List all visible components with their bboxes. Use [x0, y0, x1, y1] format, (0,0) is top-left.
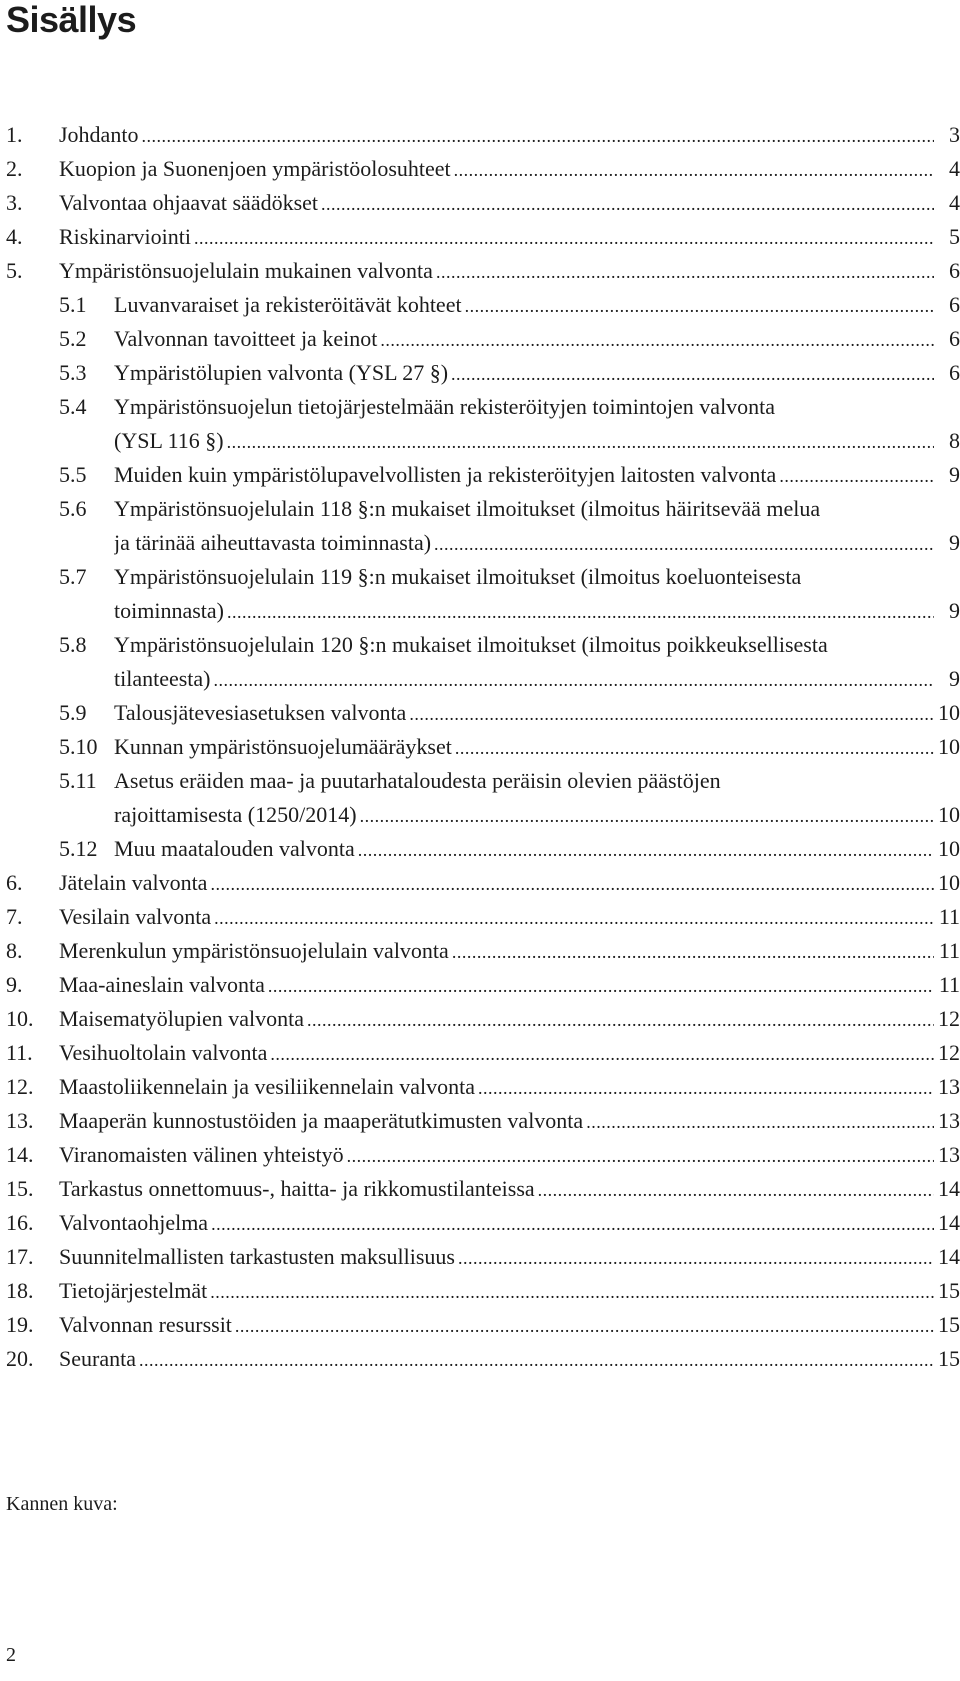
toc-entry-number: 5.6 [59, 496, 87, 521]
page-number: 2 [6, 1644, 16, 1666]
toc-entry[interactable] [6, 458, 960, 492]
toc-entry[interactable] [6, 968, 960, 1002]
toc-entry[interactable] [6, 1104, 960, 1138]
toc-entry-number: 4. [6, 224, 23, 249]
toc-entry-title: Valvontaa ohjaavat säädökset [59, 190, 319, 215]
toc-entry-body [59, 1138, 960, 1172]
toc-entry-body [59, 1206, 960, 1240]
toc-entry-title: Maastoliikennelain ja vesiliikennelain valvonta [59, 1074, 476, 1099]
toc-entry[interactable] [6, 1342, 960, 1376]
toc-entry-number: 20. [6, 1346, 34, 1371]
toc-entry-title: Muiden kuin ympäristölupavelvollisten ja rekisteröityjen laitosten valvonta [114, 462, 777, 487]
toc-entry-title: Ympäristönsuojelulain 119 §:n mukaiset ilmoitukset (ilmoitus koeluonteisesta [114, 564, 802, 589]
toc-entry-page: 10 [938, 870, 960, 895]
toc-entry[interactable] [6, 1240, 960, 1274]
toc-entry-number: 6. [6, 870, 23, 895]
toc-entry-line [114, 356, 960, 390]
toc-entry-title: Luvanvaraiset ja rekisteröitävät kohteet [114, 292, 462, 317]
toc-entry[interactable] [6, 492, 960, 560]
toc-entry-line [59, 152, 960, 186]
toc-entry-page: 13 [938, 1142, 960, 1167]
toc-entry-number: 1. [6, 122, 23, 147]
toc-entry-line [59, 1240, 960, 1274]
toc-entry[interactable] [6, 1206, 960, 1240]
toc-entry-line [114, 526, 960, 560]
toc-entry-number: 5.12 [59, 836, 98, 861]
dot-leader [194, 221, 934, 254]
toc-entry-body [59, 900, 960, 934]
dot-leader [347, 1139, 934, 1172]
dot-leader [455, 731, 934, 764]
toc-entry-page: 9 [949, 462, 960, 487]
toc-entry-title: (YSL 116 §) [114, 428, 224, 453]
toc-entry[interactable] [6, 1070, 960, 1104]
toc-entry-body [59, 1308, 960, 1342]
toc-entry-title: Vesihuoltolain valvonta [59, 1040, 268, 1065]
toc-entry-page: 15 [938, 1278, 960, 1303]
toc-entry-page: 13 [938, 1108, 960, 1133]
toc-entry-number: 18. [6, 1278, 34, 1303]
toc-entry[interactable] [6, 628, 960, 696]
toc-entry-line [59, 254, 960, 288]
dot-leader [452, 935, 934, 968]
toc-entry-body [59, 220, 960, 254]
toc-entry[interactable] [6, 254, 960, 288]
toc-entry-title: rajoittamisesta (1250/2014) [114, 802, 357, 827]
toc-entry-page: 12 [938, 1040, 960, 1065]
toc-entry[interactable] [6, 356, 960, 390]
toc-entry-line [114, 560, 960, 594]
toc-entry[interactable] [6, 900, 960, 934]
dot-leader [358, 833, 934, 866]
toc-entry-body [59, 152, 960, 186]
toc-entry-page: 14 [938, 1244, 960, 1269]
toc-entry-title: Ympäristölupien valvonta (YSL 27 §) [114, 360, 449, 385]
toc-entry-line [114, 628, 960, 662]
toc-entry-line [114, 492, 960, 526]
dot-leader [454, 153, 934, 186]
dot-leader [139, 1343, 934, 1376]
toc-entry-body [114, 322, 960, 356]
toc-entry-number: 9. [6, 972, 23, 997]
toc-entry-title: Ympäristönsuojelulain mukainen valvonta [59, 258, 433, 283]
toc-entry-line [114, 696, 960, 730]
toc-entry-page: 8 [949, 428, 960, 453]
toc-entry-number: 11. [6, 1040, 33, 1065]
toc-entry-line [59, 1274, 960, 1308]
toc-entry-number: 15. [6, 1176, 34, 1201]
dot-leader [141, 119, 934, 152]
toc-entry-number: 5.9 [59, 700, 87, 725]
toc-entry-number: 5.8 [59, 632, 87, 657]
toc-entry-title: Maaperän kunnostustöiden ja maaperätutkimusten valvonta [59, 1108, 584, 1133]
toc-entry-title: Maa-aineslain valvonta [59, 972, 265, 997]
dot-leader [270, 1037, 934, 1070]
dot-leader [478, 1071, 934, 1104]
toc-entry-body [114, 492, 960, 560]
toc-entry-page: 15 [938, 1346, 960, 1371]
toc-entry-body [59, 186, 960, 220]
toc-entry-body [114, 560, 960, 628]
toc-entry-title: Seuranta [59, 1346, 136, 1371]
dot-leader [210, 867, 934, 900]
toc-entry[interactable] [6, 186, 960, 220]
toc-entry-title: Riskinarviointi [59, 224, 191, 249]
toc-entry-body [59, 254, 960, 288]
toc-entry[interactable] [6, 730, 960, 764]
dot-leader [586, 1105, 934, 1138]
toc-entry-line [59, 118, 960, 152]
dot-leader [268, 969, 934, 1002]
toc-entry[interactable] [6, 152, 960, 186]
toc-entry[interactable] [6, 1172, 960, 1206]
toc-entry-page: 9 [949, 530, 960, 555]
toc-entry-body [114, 730, 960, 764]
toc-entry-line [59, 1104, 960, 1138]
toc-entry-page: 13 [938, 1074, 960, 1099]
toc-entry-body [59, 1036, 960, 1070]
toc-entry-line [59, 1002, 960, 1036]
toc-entry-page: 11 [938, 972, 960, 997]
toc-entry-line [59, 186, 960, 220]
toc-entry-page: 10 [938, 700, 960, 725]
toc-entry-page: 6 [949, 360, 960, 385]
toc-entry-body [59, 968, 960, 1002]
toc-entry-title: Jätelain valvonta [59, 870, 208, 895]
toc-entry-number: 13. [6, 1108, 34, 1133]
toc-entry-number: 14. [6, 1142, 34, 1167]
dot-leader [409, 697, 934, 730]
toc-entry-body [59, 1274, 960, 1308]
toc-entry-number: 2. [6, 156, 23, 181]
dot-leader [779, 459, 934, 492]
toc-entry[interactable] [6, 322, 960, 356]
toc-entry-page: 6 [949, 258, 960, 283]
toc-entry-number: 12. [6, 1074, 34, 1099]
toc-entry-title: Ympäristönsuojelun tietojärjestelmään rekisteröityjen toimintojen valvonta [114, 394, 776, 419]
toc-entry-body [114, 356, 960, 390]
toc-entry-number: 17. [6, 1244, 34, 1269]
dot-leader [436, 255, 934, 288]
toc-entry-line [59, 1308, 960, 1342]
toc-entry-page: 4 [949, 190, 960, 215]
toc-entry-page: 9 [949, 598, 960, 623]
toc-entry-title: Ympäristönsuojelulain 118 §:n mukaiset ilmoitukset (ilmoitus häiritsevää melua [114, 496, 821, 521]
toc-entry-title: Ympäristönsuojelulain 120 §:n mukaiset ilmoitukset (ilmoitus poikkeuksellisesta [114, 632, 828, 657]
toc-entry-page: 10 [938, 734, 960, 759]
toc-entry-number: 7. [6, 904, 23, 929]
toc-entry-line [59, 968, 960, 1002]
toc-entry[interactable] [6, 288, 960, 322]
toc-entry[interactable] [6, 1274, 960, 1308]
toc-entry-number: 3. [6, 190, 23, 215]
dot-leader [227, 595, 934, 628]
toc-entry[interactable] [6, 934, 960, 968]
toc-entry-line [59, 1070, 960, 1104]
dot-leader [321, 187, 934, 220]
toc-entry[interactable] [6, 866, 960, 900]
toc-entry-line [59, 1206, 960, 1240]
toc-entry-number: 16. [6, 1210, 34, 1235]
toc-entry-number: 5.5 [59, 462, 87, 487]
toc-entry-title: Vesilain valvonta [59, 904, 212, 929]
dot-leader [434, 527, 934, 560]
toc-entry-number: 5.2 [59, 326, 87, 351]
toc-entry-line [114, 458, 960, 492]
dot-leader [307, 1003, 934, 1036]
toc-entry-line [114, 832, 960, 866]
toc-entry-title: Kunnan ympäristönsuojelumääräykset [114, 734, 452, 759]
toc-entry-line [114, 288, 960, 322]
dot-leader [214, 663, 934, 696]
toc-entry-line [59, 1138, 960, 1172]
toc-entry-title: Kuopion ja Suonenjoen ympäristöolosuhteet [59, 156, 451, 181]
toc-entry-body [114, 390, 960, 458]
toc-entry-line [114, 764, 960, 798]
toc-entry-page: 6 [949, 292, 960, 317]
dot-leader [235, 1309, 934, 1342]
toc-entry-body [59, 1070, 960, 1104]
toc-entry-body [114, 764, 960, 832]
toc-entry[interactable] [6, 1036, 960, 1070]
toc-entry-title: Suunnitelmallisten tarkastusten maksullisuus [59, 1244, 455, 1269]
toc-entry-title: Tietojärjestelmät [59, 1278, 208, 1303]
toc-entry[interactable] [6, 764, 960, 832]
toc-entry-number: 5.7 [59, 564, 87, 589]
toc-entry-page: 11 [938, 904, 960, 929]
dot-leader [211, 1207, 934, 1240]
toc-entry-title: tilanteesta) [114, 666, 211, 691]
toc-entry[interactable] [6, 696, 960, 730]
table-of-contents [6, 118, 960, 1376]
toc-entry-line [114, 662, 960, 696]
dot-leader [210, 1275, 934, 1308]
toc-entry-number: 8. [6, 938, 23, 963]
toc-entry-line [59, 220, 960, 254]
toc-entry-title: Valvonnan tavoitteet ja keinot [114, 326, 378, 351]
toc-entry[interactable] [6, 220, 960, 254]
toc-entry[interactable] [6, 1002, 960, 1036]
toc-entry-page: 12 [938, 1006, 960, 1031]
toc-entry-line [59, 1342, 960, 1376]
toc-entry-body [114, 696, 960, 730]
dot-leader [214, 901, 934, 934]
toc-entry-line [114, 424, 960, 458]
toc-entry-number: 5.1 [59, 292, 87, 317]
toc-entry-page: 3 [949, 122, 960, 147]
toc-entry-title: Tarkastus onnettomuus-, haitta- ja rikkomustilanteissa [59, 1176, 535, 1201]
toc-entry-page: 5 [949, 224, 960, 249]
toc-entry[interactable] [6, 832, 960, 866]
toc-entry-body [59, 866, 960, 900]
toc-entry-page: 9 [949, 666, 960, 691]
toc-entry-page: 14 [938, 1210, 960, 1235]
toc-entry-title: Viranomaisten välinen yhteistyö [59, 1142, 344, 1167]
toc-entry-page: 10 [938, 836, 960, 861]
toc-entry-title: Merenkulun ympäristönsuojelulain valvonta [59, 938, 449, 963]
toc-entry-number: 19. [6, 1312, 34, 1337]
toc-entry-number: 5.11 [59, 768, 97, 793]
dot-leader [458, 1241, 934, 1274]
toc-entry-page: 15 [938, 1312, 960, 1337]
toc-entry-title: Valvonnan resurssit [59, 1312, 232, 1337]
dot-leader [451, 357, 934, 390]
toc-entry-line [59, 900, 960, 934]
toc-entry-line [59, 866, 960, 900]
toc-entry-body [59, 118, 960, 152]
cover-caption: Kannen kuva: [6, 1493, 118, 1515]
toc-entry-page: 11 [938, 938, 960, 963]
toc-entry-title: Maisematyölupien valvonta [59, 1006, 304, 1031]
toc-entry-title: Johdanto [59, 122, 139, 147]
toc-entry-page: 4 [949, 156, 960, 181]
toc-entry[interactable] [6, 560, 960, 628]
toc-entry-number: 5.4 [59, 394, 87, 419]
toc-entry-page: 14 [938, 1176, 960, 1201]
toc-entry-title: Asetus eräiden maa- ja puutarhataloudesta peräisin olevien päästöjen [114, 768, 721, 793]
toc-entry[interactable] [6, 1138, 960, 1172]
toc-entry[interactable] [6, 1308, 960, 1342]
dot-leader [538, 1173, 934, 1206]
toc-entry-line [114, 390, 960, 424]
toc-entry-line [114, 322, 960, 356]
dot-leader [465, 289, 934, 322]
toc-entry-body [59, 1002, 960, 1036]
toc-entry-line [59, 1036, 960, 1070]
toc-entry-title: Valvontaohjelma [59, 1210, 209, 1235]
toc-entry[interactable] [6, 118, 960, 152]
toc-entry-title: Talousjätevesiasetuksen valvonta [114, 700, 407, 725]
toc-entry-line [59, 934, 960, 968]
toc-entry-number: 10. [6, 1006, 34, 1031]
toc-entry[interactable] [6, 390, 960, 458]
toc-entry-number: 5.3 [59, 360, 87, 385]
toc-entry-number: 5.10 [59, 734, 98, 759]
dot-leader [380, 323, 934, 356]
toc-entry-number: 5. [6, 258, 23, 283]
toc-entry-line [114, 798, 960, 832]
toc-entry-title: toiminnasta) [114, 598, 224, 623]
dot-leader [227, 425, 934, 458]
toc-entry-line [114, 594, 960, 628]
toc-entry-page: 6 [949, 326, 960, 351]
toc-entry-body [59, 1240, 960, 1274]
toc-entry-body [114, 832, 960, 866]
page-title: Sisällys [6, 0, 137, 40]
toc-entry-page: 10 [938, 802, 960, 827]
dot-leader [360, 799, 934, 832]
toc-entry-line [59, 1172, 960, 1206]
toc-entry-body [59, 1342, 960, 1376]
toc-entry-body [59, 1172, 960, 1206]
toc-entry-body [59, 934, 960, 968]
toc-entry-title: Muu maatalouden valvonta [114, 836, 355, 861]
toc-entry-body [59, 1104, 960, 1138]
toc-entry-body [114, 628, 960, 696]
toc-entry-title: ja tärinää aiheuttavasta toiminnasta) [114, 530, 432, 555]
toc-entry-body [114, 458, 960, 492]
toc-entry-body [114, 288, 960, 322]
toc-entry-line [114, 730, 960, 764]
